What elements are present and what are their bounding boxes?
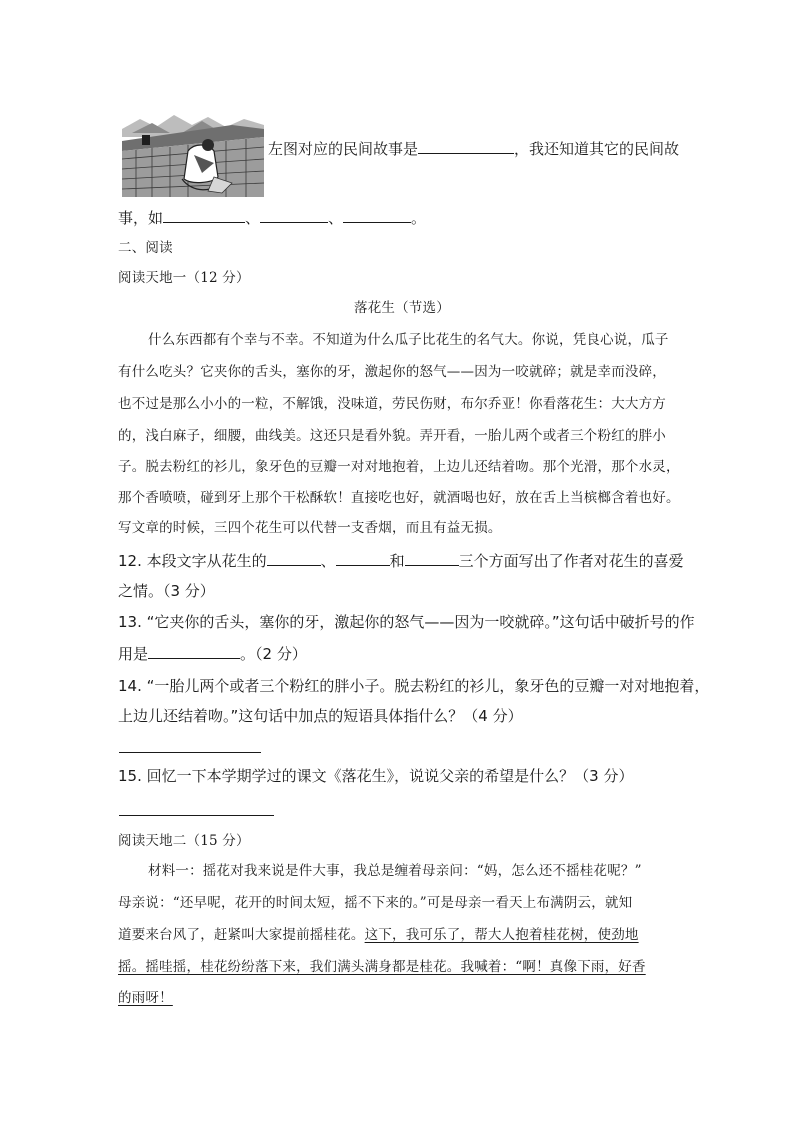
reading1-line-3: 也不过是那么小小的一粒，不解饿，没味道，劳民伤财，布尔乔亚！你看落花生：大大方方 [118, 396, 666, 412]
reading2-text: 道要来台风了，赶紧叫大家提前摇桂花。 [118, 927, 365, 943]
separator: 、 [328, 209, 344, 227]
question-12-line1 [118, 551, 684, 571]
question-12-text: 和 [389, 552, 405, 570]
question-12-text: 三个方面写出了作者对花生的喜爱 [458, 552, 684, 570]
question-14-line1: 14. “一胎儿两个或者三个粉红的胖小子。脱去粉红的衫儿，象牙色的豆瓣一对对地抱着， [118, 677, 710, 695]
answer-blank[interactable] [260, 208, 328, 223]
folk-tale-question-text: ，我还知道其它的民间故 [514, 140, 680, 158]
reading2-line-3 [118, 925, 639, 945]
question-13-text: 。（2 分） [240, 645, 307, 663]
answer-blank[interactable] [343, 208, 411, 223]
answer-blank[interactable] [148, 644, 240, 659]
reading2-line-1: 材料一：摇花对我来说是件大事，我总是缠着母亲问：“妈，怎么还不摇桂花呢？” [148, 863, 642, 879]
answer-line[interactable] [119, 752, 261, 753]
question-12-text: 12. 本段文字从花生的 [118, 552, 267, 570]
answer-blank[interactable] [418, 139, 514, 154]
separator: 、 [320, 552, 336, 570]
reading1-line-6: 那个香喷喷，碰到牙上那个干松酥软！直接吃也好，就酒喝也好，放在舌上当槟榔含着也好。 [118, 490, 680, 506]
folk-tale-question-line2 [118, 208, 426, 228]
reading2-header: 阅读天地二（15 分） [118, 833, 250, 849]
reading2-line-5: 的雨呀！ [118, 990, 173, 1006]
reading1-line-2: 有什么吃头？它夹你的舌头，塞你的牙，激起你的怒气——因为一咬就碎；就是幸而没碎， [118, 364, 666, 380]
reading1-title: 落花生（节选） [354, 300, 450, 316]
great-wall-illustration [122, 107, 264, 197]
reading2-line-4: 摇。摇哇摇，桂花纷纷落下来，我们满头满身都是桂花。我喊着：“啊！真像下雨，好香 [118, 959, 646, 975]
question-13-line2 [118, 644, 307, 664]
reading1-line-1: 什么东西都有个幸与不幸。不知道为什么瓜子比花生的名气大。你说，凭良心说，瓜子 [148, 332, 669, 348]
reading1-line-7: 写文章的时候，三四个花生可以代替一支香烟，而且有益无损。 [118, 520, 502, 536]
reading1-line-5: 子。脱去粉红的衫儿，象牙色的豆瓣一对对地抱着，上边儿还结着吻。那个光滑，那个水灵， [118, 459, 680, 475]
reading1-header: 阅读天地一（12 分） [118, 270, 250, 286]
folk-tale-question-line1 [268, 139, 679, 159]
answer-blank[interactable] [405, 551, 459, 566]
separator: 。 [411, 209, 427, 227]
question-15: 15. 回忆一下本学期学过的课文《落花生》，说说父亲的希望是什么？（3 分） [118, 767, 634, 785]
folk-tale-question-prompt: 左图对应的民间故事是 [268, 140, 419, 158]
answer-blank[interactable] [163, 208, 245, 223]
answer-line[interactable] [119, 815, 274, 816]
reading2-line-2: 母亲说：“还早呢，花开的时间太短，摇不下来的。”可是母亲一看天上布满阴云，就知 [118, 895, 633, 911]
question-12-line2: 之情。（3 分） [118, 582, 215, 600]
separator: 、 [245, 209, 261, 227]
question-13-text: 用是 [118, 645, 149, 663]
section-title: 二、阅读 [118, 240, 173, 256]
reading2-underlined-text: 这下，我可乐了，帮大人抱着桂花树，使劲地 [364, 927, 639, 943]
answer-blank[interactable] [267, 551, 321, 566]
reading1-line-4: 的，浅白麻子，细腰，曲线美。这还只是看外貌。弄开看，一胎儿两个或者三个粉红的胖小 [118, 428, 666, 444]
question-13-line1: 13. “它夹你的舌头，塞你的牙，激起你的怒气——因为一咬就碎。”这句话中破折号的作 [118, 613, 695, 631]
question-14-line2: 上边儿还结着吻。”这句话中加点的短语具体指什么？（4 分） [118, 707, 523, 725]
answer-blank[interactable] [336, 551, 390, 566]
folk-tale-question-text: 事，如 [118, 209, 164, 227]
